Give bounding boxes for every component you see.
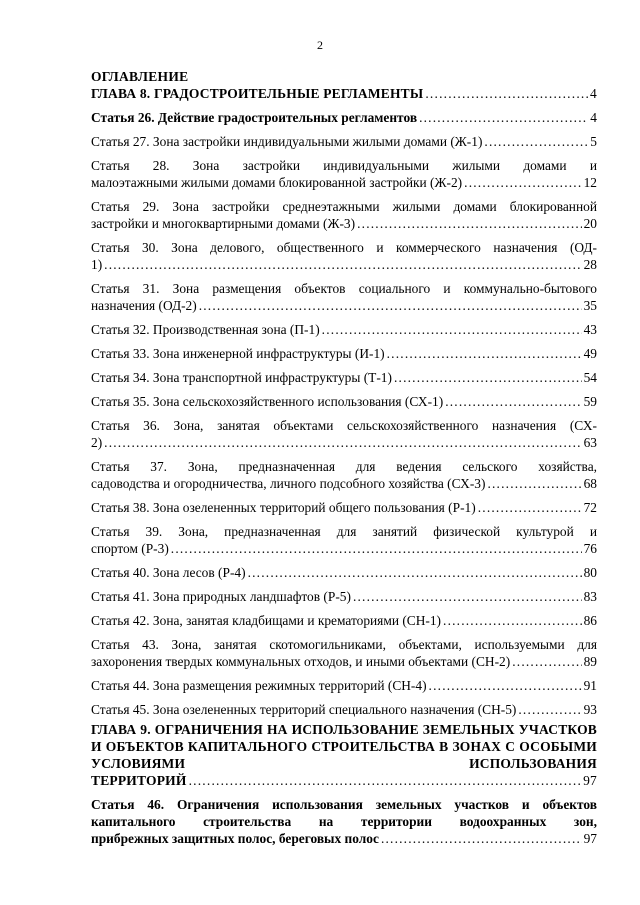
toc-entry-title: Статья 44. Зона размещения режимных территорий (СН-4) [91, 678, 427, 693]
toc-entry-title-lead: Статья 31. Зона размещения объектов социального и коммунально-бытового [91, 281, 597, 296]
toc-entry-title: 1) [91, 257, 103, 272]
dot-leader [189, 772, 582, 789]
dot-leader [387, 345, 582, 362]
toc-entry-page: 68 [583, 476, 597, 491]
toc-entry-article-40[interactable] [91, 564, 597, 581]
toc-entry-article-41[interactable] [91, 588, 597, 605]
dot-leader [464, 174, 581, 191]
dot-leader [353, 588, 582, 605]
dot-leader [381, 830, 582, 847]
toc-entry-page: 35 [583, 298, 597, 313]
toc-entry-title-lead: Статья 39. Зона, предназначенная для занятий физической культурой и [91, 524, 597, 539]
dot-leader [322, 321, 582, 338]
dot-leader [484, 133, 588, 150]
toc-entry-article-43[interactable] [91, 636, 597, 670]
toc-entry-title: Статья 35. Зона сельскохозяйственного использования (СХ-1) [91, 394, 444, 409]
table-of-contents [91, 68, 597, 854]
toc-entry-page: 43 [583, 322, 597, 337]
toc-entry-title: Статья 27. Зона застройки индивидуальными жилыми домами (Ж-1) [91, 134, 483, 149]
toc-entry-title: 2) [91, 435, 103, 450]
toc-entry-chapter-8[interactable] [91, 85, 597, 102]
dot-leader [104, 256, 581, 273]
toc-entry-article-28[interactable] [91, 157, 597, 191]
toc-entry-page: 5 [590, 134, 597, 149]
page-number: 2 [317, 38, 323, 52]
dot-leader [478, 499, 582, 516]
toc-entry-title-lead: Статья 43. Зона, занятая скотомогильниками, объектами, используемыми для [91, 637, 597, 652]
dot-leader [487, 475, 581, 492]
toc-entry-article-33[interactable] [91, 345, 597, 362]
toc-entry-page: 28 [583, 257, 597, 272]
toc-entry-title: Статья 38. Зона озелененных территорий общего пользования (Р-1) [91, 500, 476, 515]
toc-entry-title: назначения (ОД-2) [91, 298, 197, 313]
toc-entry-title-lead: Статья 28. Зона застройки индивидуальными жилыми домами и [91, 158, 597, 173]
dot-leader [104, 434, 581, 451]
toc-entry-article-36[interactable] [91, 417, 597, 451]
dot-leader [512, 653, 581, 670]
toc-entry-article-30[interactable] [91, 239, 597, 273]
toc-entry-page: 20 [583, 216, 597, 231]
toc-entry-page: 4 [590, 110, 597, 125]
toc-entry-page: 76 [583, 541, 597, 556]
toc-entry-article-32[interactable] [91, 321, 597, 338]
toc-entry-page: 49 [583, 346, 597, 361]
dot-leader [199, 297, 582, 314]
toc-entry-page: 83 [583, 589, 597, 604]
toc-entry-page: 4 [590, 86, 597, 101]
toc-entry-page: 80 [583, 565, 597, 580]
toc-entry-page: 89 [583, 654, 597, 669]
dot-leader [394, 369, 582, 386]
toc-entry-page: 97 [583, 773, 597, 788]
toc-entry-page: 86 [583, 613, 597, 628]
toc-entry-article-35[interactable] [91, 393, 597, 410]
toc-entry-page: 63 [583, 435, 597, 450]
toc-entry-title: Статья 45. Зона озелененных территорий специального назначения (СН-5) [91, 702, 517, 717]
toc-entry-article-38[interactable] [91, 499, 597, 516]
toc-entry-article-29[interactable] [91, 198, 597, 232]
toc-entry-title: Статья 42. Зона, занятая кладбищами и крематориями (СН-1) [91, 613, 442, 628]
toc-entry-title: Статья 26. Действие градостроительных регламентов [91, 110, 418, 125]
toc-entry-title-lead: Статья 36. Зона, занятая объектами сельскохозяйственного назначения (СХ- [91, 418, 597, 433]
toc-entry-page: 54 [583, 370, 597, 385]
toc-entry-title: Статья 32. Производственная зона (П-1) [91, 322, 320, 337]
toc-entry-title-lead: ГЛАВА 9. ОГРАНИЧЕНИЯ НА ИСПОЛЬЗОВАНИЕ ЗЕМЕЛЬНЫХ УЧАСТКОВ И ОБЪЕКТОВ КАПИТАЛЬНОГО СТРОИТЕЛЬСТВА В ЗОНАХ С ОСОБЫМИ УСЛОВИЯМИ ИСПОЛЬЗОВАНИЯ [91, 722, 597, 771]
dot-leader [445, 393, 581, 410]
toc-entry-article-45[interactable] [91, 701, 597, 718]
dot-leader [518, 701, 581, 718]
toc-entry-page: 93 [583, 702, 597, 717]
toc-entry-article-39[interactable] [91, 523, 597, 557]
toc-entry-title-lead: Статья 29. Зона застройки среднеэтажными жилыми домами блокированной [91, 199, 597, 214]
toc-entry-chapter-9[interactable] [91, 721, 597, 789]
toc-entry-title: малоэтажными жилыми домами блокированной застройки (Ж-2) [91, 175, 463, 190]
toc-entry-title: захоронения твердых коммунальных отходов, и иными объектами (СН-2) [91, 654, 511, 669]
toc-entry-article-37[interactable] [91, 458, 597, 492]
toc-entry-article-46[interactable] [91, 796, 597, 847]
toc-entry-title: ТЕРРИТОРИЙ [91, 773, 187, 788]
dot-leader [171, 540, 582, 557]
toc-entry-title: садоводства и огородничества, личного подсобного хозяйства (СХ-3) [91, 476, 486, 491]
toc-entry-page: 12 [583, 175, 597, 190]
dot-leader [425, 85, 588, 102]
toc-entry-article-42[interactable] [91, 612, 597, 629]
toc-entry-title: ГЛАВА 8. ГРАДОСТРОИТЕЛЬНЫЕ РЕГЛАМЕНТЫ [91, 86, 424, 101]
toc-entry-title-lead: Статья 30. Зона делового, общественного и коммерческого назначения (ОД- [91, 240, 597, 255]
toc-entry-title: Статья 41. Зона природных ландшафтов (Р-5) [91, 589, 351, 604]
toc-entry-title: Статья 40. Зона лесов (Р-4) [91, 565, 246, 580]
dot-leader [419, 109, 588, 126]
toc-entry-title: спортом (Р-3) [91, 541, 169, 556]
dot-leader [357, 215, 582, 232]
toc-entry-title: прибрежных защитных полос, береговых полос [91, 831, 379, 846]
toc-entry-article-44[interactable] [91, 677, 597, 694]
toc-entry-article-26[interactable] [91, 109, 597, 126]
dot-leader [443, 612, 582, 629]
toc-entry-article-27[interactable] [91, 133, 597, 150]
toc-entry-page: 72 [583, 500, 597, 515]
toc-entry-page: 59 [583, 394, 597, 409]
toc-entry-article-31[interactable] [91, 280, 597, 314]
dot-leader [248, 564, 582, 581]
toc-entry-page: 97 [583, 831, 597, 846]
toc-entry-title: застройки и многоквартирными домами (Ж-3) [91, 216, 356, 231]
dot-leader [429, 677, 582, 694]
toc-heading: ОГЛАВЛЕНИЕ [91, 69, 189, 84]
toc-entry-title: Статья 34. Зона транспортной инфраструктуры (Т-1) [91, 370, 392, 385]
toc-entry-title: Статья 33. Зона инженерной инфраструктуры (И-1) [91, 346, 385, 361]
toc-entry-page: 91 [583, 678, 597, 693]
toc-entry-article-34[interactable] [91, 369, 597, 386]
toc-entry-title-lead: Статья 46. Ограничения использования земельных участков и объектов капитального строительства на территории водоохранных зон, [91, 797, 597, 829]
toc-entry-title-lead: Статья 37. Зона, предназначенная для ведения сельского хозяйства, [91, 459, 597, 474]
